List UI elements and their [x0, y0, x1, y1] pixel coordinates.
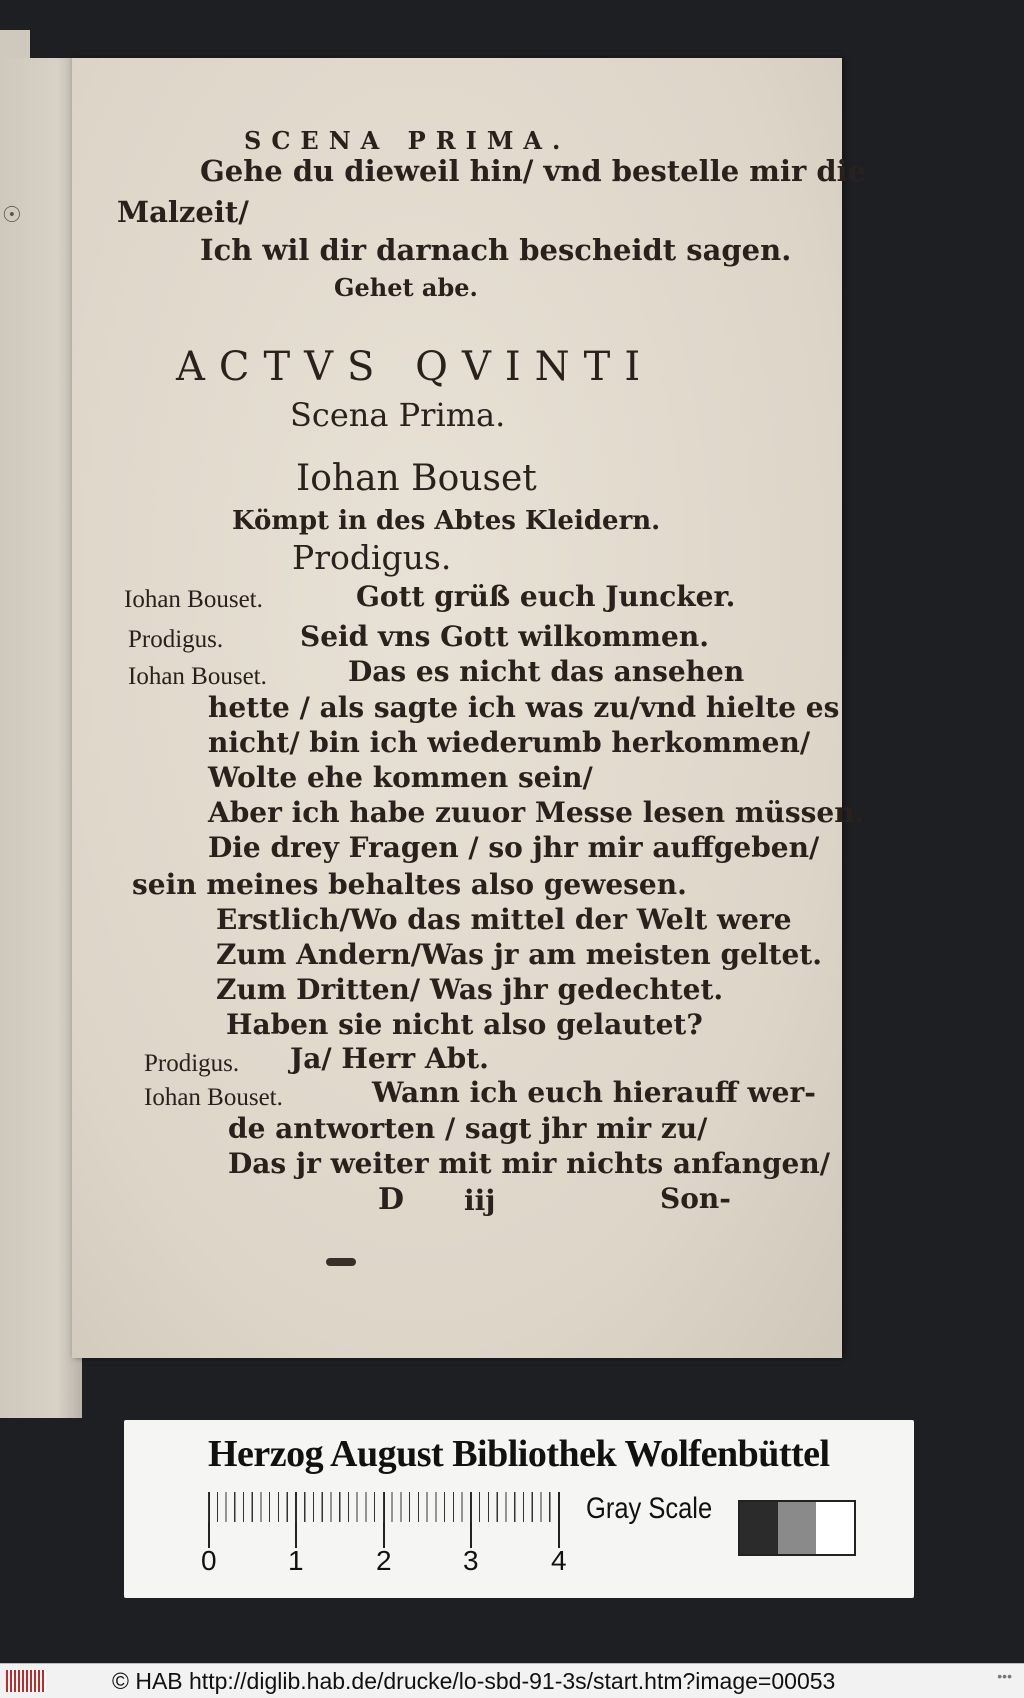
speech-line: Gott grüß euch Juncker. [356, 580, 736, 613]
previous-page-corner [0, 30, 30, 60]
hab-logo-icon [6, 1670, 46, 1692]
gray-patch-mid [778, 1502, 816, 1554]
speech-line: Die drey Fragen / so jhr mir auffgeben/ [208, 831, 820, 864]
speech-line: Erstlich/Wo das mittel der Welt were [216, 903, 792, 936]
character-heading: Iohan Bouset [296, 458, 537, 499]
text-line: Gehe du dieweil hin/ vnd bestelle mir die [200, 154, 867, 188]
speech-line: Aber ich habe zuuor Messe lesen müssen. [208, 796, 865, 829]
signature-number: iij [464, 1184, 496, 1217]
scene-heading: Scena Prima. [290, 396, 506, 434]
ruler-tick [558, 1492, 560, 1548]
footer-bar [0, 1663, 1024, 1698]
speaker-name: Prodigus. [144, 1050, 240, 1077]
text-line: Malzeit/ [117, 195, 249, 229]
catchword: Son- [660, 1182, 731, 1215]
library-name: Herzog August Bibliothek Wolfenbüttel [208, 1433, 830, 1475]
ink-blot [326, 1258, 356, 1266]
ruler-number: 1 [288, 1545, 304, 1576]
speech-line: Wolte ehe kommen sein/ [208, 761, 593, 794]
running-head: SCENA PRIMA. [244, 126, 571, 155]
ruler-number: 2 [376, 1545, 392, 1576]
speech-line: hette / als sagte ich was zu/vnd hielte es [208, 691, 840, 724]
ruler-minor-ticks [208, 1492, 558, 1522]
speaker-name: Prodigus. [128, 626, 224, 653]
previous-page-edge [0, 58, 82, 1418]
speech-line: Seid vns Gott wilkommen. [300, 620, 709, 653]
more-icon[interactable]: ••• [997, 1668, 1012, 1684]
speaker-name: Iohan Bouset. [144, 1084, 283, 1111]
speech-line: Ja/ Herr Abt. [290, 1042, 489, 1075]
speech-line: Zum Andern/Was jr am meisten geltet. [216, 938, 822, 971]
speech-line: Wann ich euch hierauff wer- [372, 1076, 816, 1109]
speech-line: nicht/ bin ich wiederumb herkommen/ [208, 726, 811, 759]
speech-line: Das es nicht das ansehen [348, 655, 745, 688]
speech-line: sein meines behaltes also gewesen. [132, 868, 687, 901]
gray-patch-light [816, 1502, 854, 1554]
ruler-number: 0 [201, 1545, 217, 1576]
act-heading: ACTVS QVINTI [176, 344, 655, 390]
ruler-number: 3 [463, 1545, 479, 1576]
character-heading: Prodigus. [292, 538, 452, 577]
book-page [72, 58, 867, 1358]
speaker-name: Iohan Bouset. [124, 586, 263, 613]
signature-mark: D [378, 1182, 405, 1217]
speaker-name: Iohan Bouset. [128, 663, 267, 690]
speech-line: Zum Dritten/ Was jhr gedechtet. [216, 973, 724, 1006]
speech-line: Haben sie nicht also gelautet? [226, 1008, 703, 1041]
gray-scale-label: Gray Scale [586, 1492, 713, 1525]
footer-link[interactable]: © HAB http://diglib.hab.de/drucke/lo-sbd-91-3s/start.htm?image=00053 [112, 1668, 836, 1694]
exit-direction: Gehet abe. [334, 273, 478, 302]
color-calibration-card [124, 1420, 914, 1598]
prev-page-glyph: ☉ [2, 203, 22, 228]
ruler-number: 4 [551, 1545, 567, 1576]
gray-scale-patches [738, 1500, 856, 1556]
speech-line: Das jr weiter mit mir nichts anfangen/ [228, 1147, 830, 1180]
text-line: Ich wil dir darnach bescheidt sagen. [200, 233, 792, 267]
stage-direction: Kömpt in des Abtes Kleidern. [232, 506, 661, 536]
gray-patch-dark [740, 1502, 778, 1554]
speech-line: de antworten / sagt jhr mir zu/ [228, 1112, 708, 1145]
ruler-scale [208, 1492, 558, 1532]
